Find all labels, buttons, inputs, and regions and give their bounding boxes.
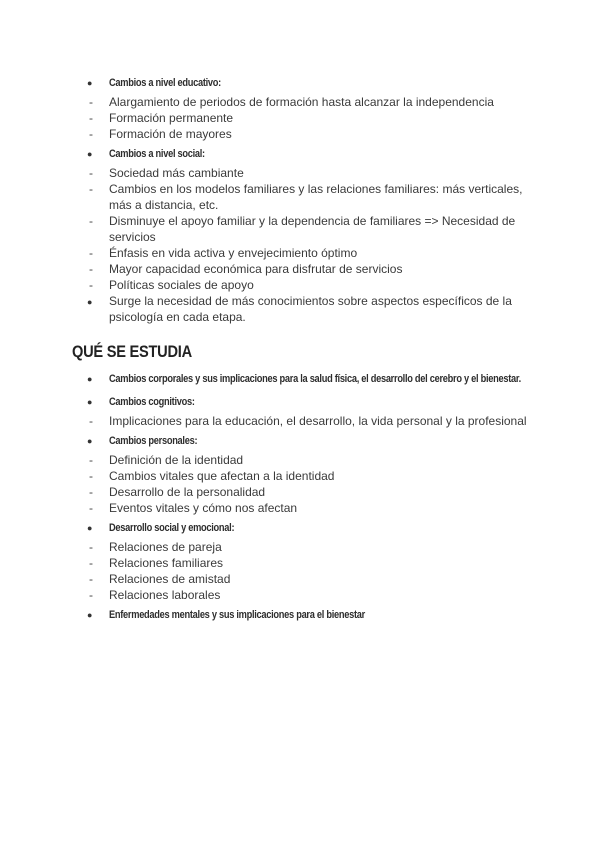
dash-marker: -: [89, 414, 93, 428]
dash-marker: -: [89, 572, 93, 586]
list-item: - Formación permanente: [89, 111, 234, 125]
list-item: - Relaciones de amistad: [89, 572, 231, 586]
list-item: ● Surge la necesidad de más conocimientos sobre aspectos específicos de la psicología en cada etapa.: [87, 294, 512, 324]
list-item: ● Cambios corporales y sus implicaciones para la salud física, el desarrollo del cerebro y el bienestar.: [87, 368, 547, 390]
list-item: - Sociedad más cambiante: [89, 166, 244, 180]
list-item: - Relaciones de pareja: [89, 540, 222, 554]
dash-marker: -: [89, 262, 93, 276]
list-item: ● Cambios cognitivos:: [87, 393, 547, 411]
dash-marker: -: [89, 246, 93, 260]
bullet-marker: ●: [87, 297, 93, 307]
dash-marker: -: [89, 166, 93, 180]
dash-marker: -: [89, 127, 93, 141]
section-heading: QUÉ SE ESTUDIA: [72, 342, 192, 361]
dash-marker: -: [89, 453, 93, 467]
list-item: ● Enfermedades mentales y sus implicaciones para el bienestar: [87, 606, 547, 624]
list-item: - Relaciones laborales: [89, 588, 221, 602]
bullet-marker: ●: [87, 374, 93, 384]
bullet-marker: ●: [87, 436, 93, 446]
list-item: ● Desarrollo social y emocional:: [87, 519, 547, 537]
list-item: - Relaciones familiares: [89, 556, 224, 570]
dash-marker: -: [89, 111, 93, 125]
dash-marker: -: [89, 214, 93, 228]
list-item: - Desarrollo de la personalidad: [89, 485, 266, 499]
list-item: - Mayor capacidad económica para disfrutar de servicios: [89, 262, 403, 276]
dash-marker: -: [89, 588, 93, 602]
list-item: ● Cambios a nivel educativo:: [87, 74, 547, 92]
list-item: ● Cambios personales:: [87, 432, 547, 450]
list-item: - Cambios en los modelos familiares y las relaciones familiares: más verticales, más a distancia, etc.: [89, 182, 523, 212]
dash-marker: -: [89, 278, 93, 292]
list-item: - Alargamiento de periodos de formación hasta alcanzar la independencia: [89, 95, 494, 109]
list-item: - Eventos vitales y cómo nos afectan: [89, 501, 298, 515]
dash-marker: -: [89, 540, 93, 554]
bullet-marker: ●: [87, 149, 93, 159]
dash-marker: -: [89, 556, 93, 570]
bullet-marker: ●: [87, 610, 93, 620]
list-item: - Políticas sociales de apoyo: [89, 278, 254, 292]
dash-marker: -: [89, 501, 93, 515]
dash-marker: -: [89, 95, 93, 109]
list-item: - Definición de la identidad: [89, 453, 244, 467]
list-item: - Implicaciones para la educación, el desarrollo, la vida personal y la profesional: [89, 414, 527, 428]
list-item: - Cambios vitales que afectan a la identidad: [89, 469, 335, 483]
dash-marker: -: [89, 485, 93, 499]
list-item: ● Cambios a nivel social:: [87, 145, 547, 163]
bullet-marker: ●: [87, 397, 93, 407]
list-item: - Énfasis en vida activa y envejecimiento óptimo: [89, 246, 358, 260]
list-item: - Disminuye el apoyo familiar y la dependencia de familiares => Necesidad de servicios: [89, 214, 516, 244]
section-study-list: [87, 368, 547, 624]
dash-marker: -: [89, 469, 93, 483]
section-changes-list: [87, 74, 547, 325]
list-item: - Formación de mayores: [89, 127, 232, 141]
dash-marker: -: [89, 182, 93, 196]
bullet-marker: ●: [87, 78, 93, 88]
bullet-marker: ●: [87, 523, 93, 533]
